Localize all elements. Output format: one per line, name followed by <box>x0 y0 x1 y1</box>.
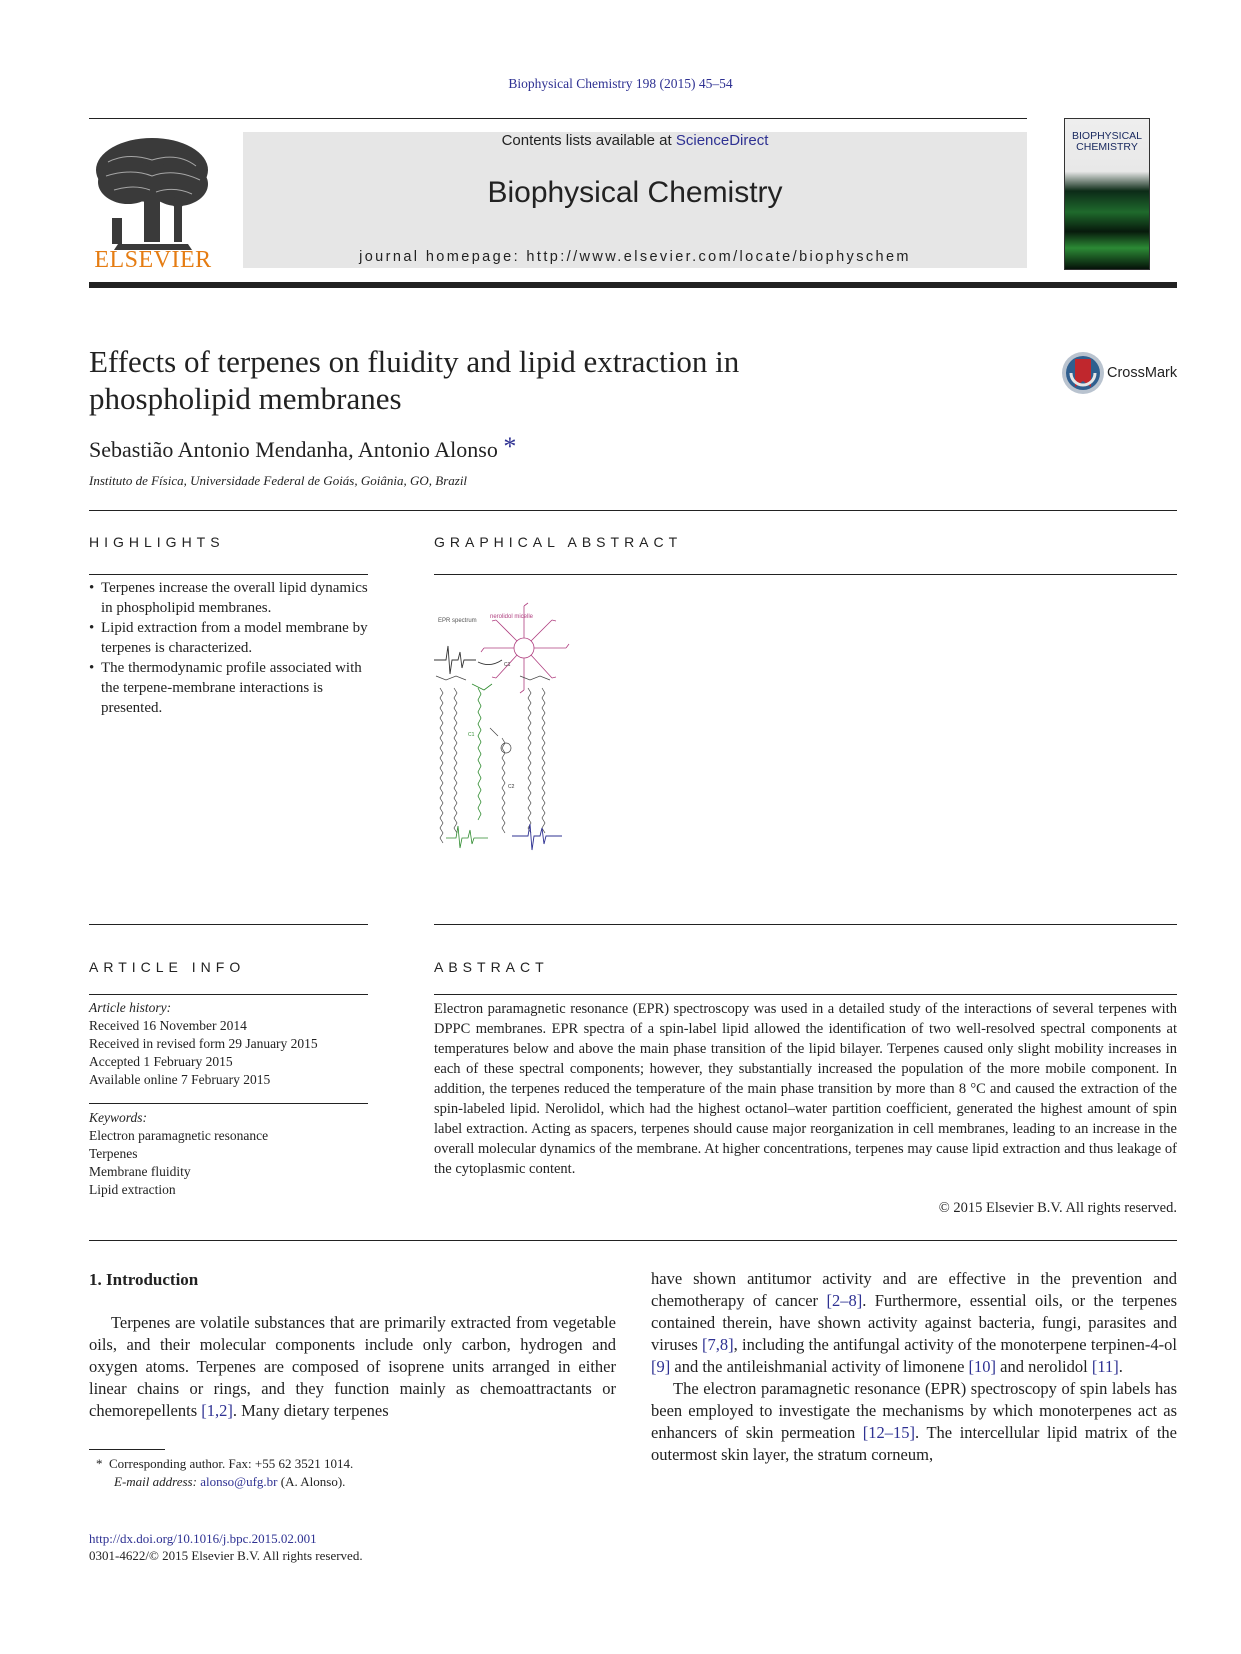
corresponding-author-mark[interactable]: * <box>503 432 517 461</box>
keyword-item: Lipid extraction <box>89 1182 176 1197</box>
email-link[interactable]: alonso@ufg.br <box>200 1474 278 1489</box>
crossmark-icon[interactable] <box>1061 351 1105 395</box>
issn-line: 0301-4622/© 2015 Elsevier B.V. All rights reserved. <box>89 1548 363 1563</box>
affiliation: Instituto de Física, Universidade Federal de Goiás, Goiânia, GO, Brazil <box>89 473 468 488</box>
article-info-rule <box>89 994 368 995</box>
footnote-corresponding <box>96 1455 353 1473</box>
body-paragraph <box>651 1268 1177 1378</box>
body-column-right <box>651 1268 1177 1466</box>
epr-spectrum-green <box>446 826 488 848</box>
graphical-abstract-heading: GRAPHICAL ABSTRACT <box>434 534 683 550</box>
history-item: Received in revised form 29 January 2015 <box>89 1036 318 1051</box>
abstract-heading: ABSTRACT <box>434 959 549 975</box>
body-text: . <box>1118 1357 1123 1376</box>
history-item: Available online 7 February 2015 <box>89 1072 271 1087</box>
author-names: Sebastião Antonio Mendanha, Antonio Alonso <box>89 437 498 462</box>
c1-label: C1 <box>504 662 511 668</box>
highlight-item: • Terpenes increase the overall lipid dynamics in phospholipid membranes. <box>89 578 374 618</box>
elsevier-wordmark: ELSEVIER <box>94 247 212 273</box>
history-item: Accepted 1 February 2015 <box>89 1054 233 1069</box>
author-list <box>89 432 516 463</box>
keyword-item: Membrane fluidity <box>89 1164 191 1179</box>
article-info-heading: ARTICLE INFO <box>89 959 246 975</box>
body-column-left <box>89 1312 616 1422</box>
email-suffix: (A. Alonso). <box>277 1474 346 1489</box>
keyword-item: Terpenes <box>89 1146 138 1161</box>
history-label: Article history: <box>89 1000 172 1015</box>
body-text: . Many dietary terpenes <box>232 1401 389 1420</box>
body-text: and the antileishmanial activity of limonene <box>670 1357 969 1376</box>
body-text: . Furthermore, essential oils, or the terpenes contained therein, have shown activity against bacteria, fungi, parasites and viruses <box>651 1291 1177 1354</box>
abstract-text: Electron paramagnetic resonance (EPR) spectroscopy was used in a detailed study of the interactions of several terpenes with DPPC membranes. EPR spectra of a spin-label lipid allowed the identification of two well-resolved spectral components at temperatures below and above the main phase transition of the lipid bilayer. Terpenes caused only slight mobility increases in each of these spectral components; however, they substantially increased the population of the more mobile component. In addition, the terpenes reduced the temperature of the main phase transition by more than 8 °C and caused the extraction of the spin-labeled lipid. Nerolidol, which had the highest octanol–water partition coefficient, generated the highest amount of spin label extraction. Acting as spacers, terpenes should cause major reorganization in cell membranes, leading to an increase in the overall molecular dynamics of the membrane. At higher concentrations, terpenes may cause lipid extraction and thus leakage of the cytoplasmic content. <box>434 1001 1177 1177</box>
epr-label: EPR spectrum <box>438 618 477 624</box>
footnote-mark: * <box>96 1456 103 1471</box>
citation-link[interactable]: [9] <box>651 1357 671 1376</box>
keywords-rule <box>89 1103 368 1104</box>
article-history <box>89 999 369 1089</box>
graphical-abstract-rule <box>434 574 1177 575</box>
abstract-rule <box>434 994 1177 995</box>
citation-link[interactable]: [7,8] <box>702 1335 734 1354</box>
highlight-item: • Lipid extraction from a model membrane by terpenes is characterized. <box>89 618 374 658</box>
body-text: have shown antitumor activity and are effective in the prevention and chemotherapy of cancer <box>651 1269 1177 1310</box>
body-text: The electron paramagnetic resonance (EPR) spectroscopy of spin labels has been employed to investigate the mechanisms by which monoterpenes act as enhancers of skin permeation <box>651 1379 1177 1442</box>
doi-link[interactable]: http://dx.doi.org/10.1016/j.bpc.2015.02.001 <box>89 1531 317 1546</box>
footnote <box>96 1455 353 1491</box>
body-text: and nerolidol <box>996 1357 1092 1376</box>
crossmark-label[interactable]: CrossMark <box>1107 365 1178 381</box>
body-paragraph <box>651 1378 1177 1466</box>
history-item: Received 16 November 2014 <box>89 1018 247 1033</box>
affiliation-rule <box>89 510 1177 511</box>
sciencedirect-link[interactable]: ScienceDirect <box>675 132 769 149</box>
graphical-abstract-figure <box>432 598 582 873</box>
body-rule <box>89 1240 1177 1241</box>
contents-prefix: Contents lists available at <box>501 132 676 149</box>
epr-spectrum-top <box>434 646 476 674</box>
highlights-heading: HIGHLIGHTS <box>89 534 225 550</box>
footnote-rule <box>89 1449 165 1450</box>
footnote-corresponding-text: Corresponding author. Fax: +55 62 3521 1014. <box>109 1456 354 1471</box>
keywords-label: Keywords: <box>89 1110 147 1125</box>
cover-title: BIOPHYSICAL CHEMISTRY <box>1071 130 1143 153</box>
section-heading-introduction: 1. Introduction <box>89 1270 199 1289</box>
keywords <box>89 1109 369 1199</box>
graphical-abstract-bottom-rule <box>434 924 1177 925</box>
citation-link[interactable]: [10] <box>968 1357 997 1376</box>
journal-name: Biophysical Chemistry <box>487 176 783 209</box>
article-title: Effects of terpenes on fluidity and lipid extraction in phospholipid membranes <box>89 344 740 416</box>
body-text: Terpenes are volatile substances that are primarily extracted from vegetable oils, and their molecular components include only carbon, hydrogen and oxygen atoms. Terpenes are composed of isoprene units arranged in either linear chains or rings, and they function mainly as chemoattractants or chemorepellents <box>89 1313 616 1420</box>
epr-spectrum-blue <box>512 824 562 850</box>
citation-link[interactable]: [1,2] <box>201 1401 233 1420</box>
highlight-item: • The thermodynamic profile associated with the terpene-membrane interactions is presented. <box>89 658 374 718</box>
body-text: . The intercellular lipid matrix of the outermost skin layer, the stratum corneum, <box>651 1423 1177 1464</box>
highlights-rule <box>89 574 368 575</box>
email-label: E-mail address: <box>114 1474 197 1489</box>
journal-homepage[interactable]: journal homepage: http://www.elsevier.com/locate/biophyschem <box>359 249 911 265</box>
micelle-label: nerolidol micelle <box>490 614 534 620</box>
citation-link[interactable]: [12–15] <box>862 1423 916 1442</box>
header-thick-rule <box>89 282 1177 288</box>
citation-link[interactable]: [2–8] <box>826 1291 863 1310</box>
body-text: , including the antifungal activity of the monoterpene terpinen-4-ol <box>733 1335 1177 1354</box>
journal-citation[interactable]: Biophysical Chemistry 198 (2015) 45–54 <box>508 76 733 91</box>
highlights-bottom-rule <box>89 924 368 925</box>
highlights-list <box>89 578 374 718</box>
contents-line <box>243 132 1027 149</box>
c1-chain-label: C1 <box>468 732 475 738</box>
footnote-email <box>96 1473 353 1491</box>
citation-link[interactable]: [11] <box>1091 1357 1119 1376</box>
keyword-item: Electron paramagnetic resonance <box>89 1128 269 1143</box>
c2-label: C2 <box>508 784 515 790</box>
abstract-copyright: © 2015 Elsevier B.V. All rights reserved. <box>938 1200 1177 1216</box>
header-rule <box>89 118 1027 119</box>
